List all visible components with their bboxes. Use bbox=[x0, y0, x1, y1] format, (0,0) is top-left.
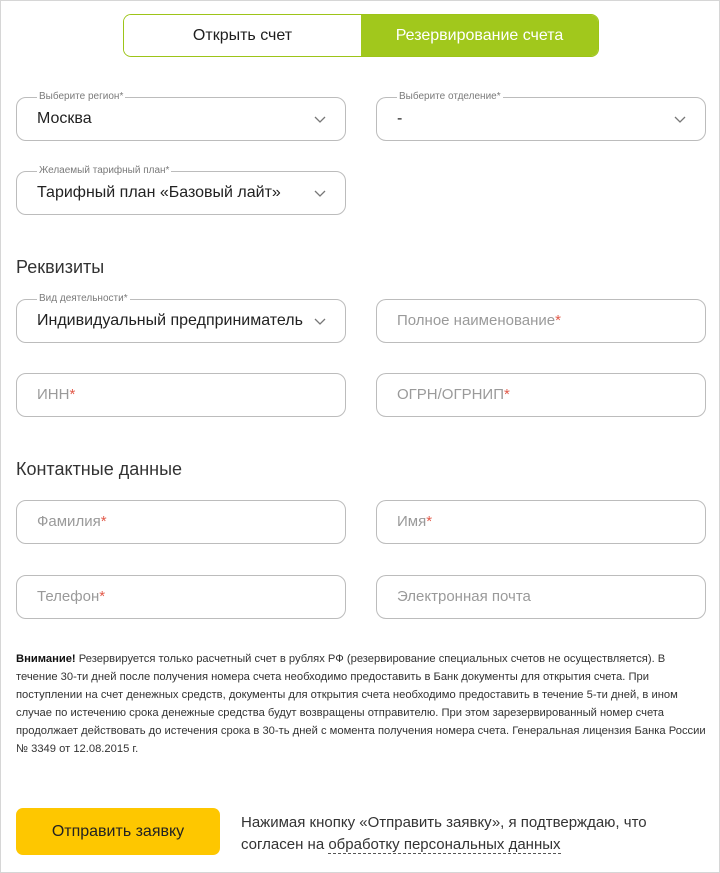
surname-input[interactable] bbox=[16, 500, 346, 544]
chevron-down-icon bbox=[673, 112, 687, 126]
name-input[interactable] bbox=[376, 500, 706, 544]
chevron-down-icon bbox=[313, 186, 327, 200]
inn-placeholder: ИНН* bbox=[37, 386, 76, 403]
full-name-placeholder: Полное наименование* bbox=[397, 312, 561, 329]
email-placeholder: Электронная почта bbox=[397, 588, 531, 605]
inn-input[interactable] bbox=[16, 373, 346, 417]
personal-data-link[interactable]: обработку персональных данных bbox=[328, 836, 561, 853]
tariff-label: Желаемый тарифный план* bbox=[39, 165, 170, 176]
consent-body: Нажимая кнопку «Отправить заявку», я подтверждаю, что согласен на bbox=[241, 814, 647, 853]
tariff-value: Тарифный план «Базовый лайт» bbox=[37, 184, 281, 201]
requisites-title: Реквизиты bbox=[16, 257, 105, 277]
phone-input[interactable] bbox=[16, 575, 346, 619]
branch-select[interactable] bbox=[376, 91, 706, 141]
tab-reserve-account[interactable]: Резервирование счета bbox=[361, 15, 598, 56]
ogrn-placeholder: ОГРН/ОГРНИП* bbox=[397, 386, 510, 403]
submit-button[interactable]: Отправить заявку bbox=[16, 808, 220, 855]
region-select[interactable] bbox=[16, 91, 346, 141]
tab-open-account[interactable]: Открыть счет bbox=[124, 15, 361, 56]
email-input[interactable] bbox=[376, 575, 706, 619]
region-value: Москва bbox=[37, 110, 92, 127]
activity-value: Индивидуальный предприниматель bbox=[37, 312, 303, 329]
activity-label: Вид деятельности* bbox=[39, 293, 128, 304]
surname-placeholder: Фамилия* bbox=[37, 513, 107, 530]
notice-text bbox=[16, 650, 706, 758]
tariff-select[interactable] bbox=[16, 165, 346, 215]
chevron-down-icon bbox=[313, 314, 327, 328]
name-placeholder: Имя* bbox=[397, 513, 433, 530]
tab-switcher bbox=[123, 14, 599, 57]
ogrn-input[interactable] bbox=[376, 373, 706, 417]
activity-select[interactable] bbox=[16, 293, 346, 343]
contacts-title: Контактные данные bbox=[16, 459, 183, 479]
branch-value: - bbox=[397, 110, 403, 127]
consent-text bbox=[241, 812, 711, 856]
branch-label: Выберите отделение* bbox=[399, 91, 501, 102]
phone-placeholder: Телефон* bbox=[37, 588, 106, 605]
region-label: Выберите регион* bbox=[39, 91, 124, 102]
full-name-input[interactable] bbox=[376, 299, 706, 343]
notice-body: Резервируется только расчетный счет в рублях РФ (резервирование специальных счетов не осуществляется). В течение 30-ти дней после получения номера счета необходимо предоставить в Банк документы для открытия счета. При поступлении на счет денежных средств, документы для открытия счета необходимо предоставить в течение 5-ти дней, в ином случае по истечению срока денежные средства будут возвращены отправителю. При этом зарезервированный номер счета продолжает действовать до истечения срока в 30-ть дней с момента получения номера счета. Генеральная лицензия Банка России № 3349 от 12.08.2015 г. bbox=[16, 653, 706, 755]
notice-bold: Внимание! bbox=[16, 653, 76, 665]
chevron-down-icon bbox=[313, 112, 327, 126]
